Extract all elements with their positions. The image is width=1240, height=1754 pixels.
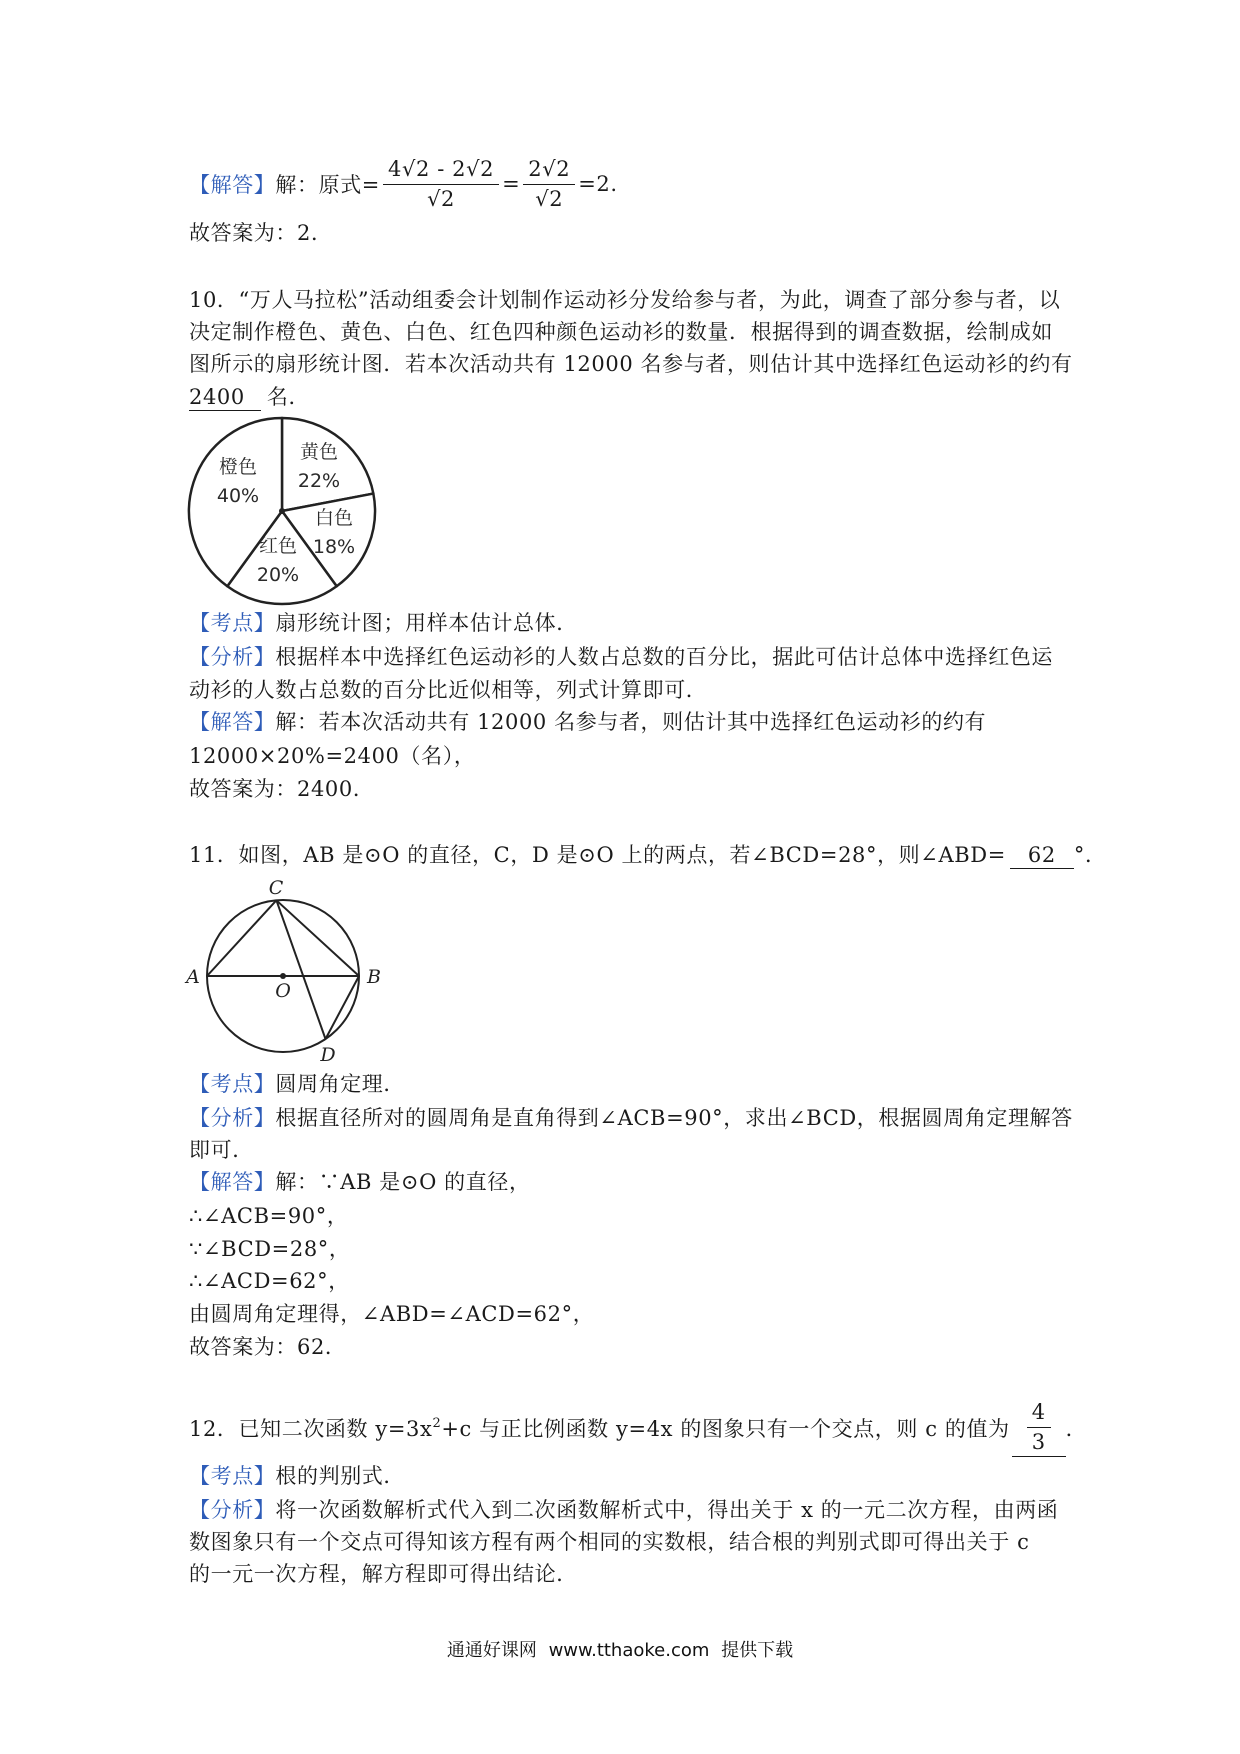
point-label-a: A: [186, 966, 200, 988]
q10-question-line: 决定制作橙色、黄色、白色、红色四种颜色运动衫的数量．根据得到的调查数据，绘制成如: [189, 320, 1053, 344]
fenxi-text: 根据直径所对的圆周角是直角得到∠ACB=90°，求出∠BCD，根据圆周角定理解答: [275, 1106, 1073, 1130]
fenxi-tag: 【分析】: [189, 1498, 276, 1522]
q11-fenxi: [189, 1102, 1073, 1135]
question-text: 11．如图，AB 是⊙O 的直径，C，D 是⊙O 上的两点，若∠BCD=28°，则∠ABD=: [189, 843, 1006, 867]
kaodian-text: 圆周角定理．: [275, 1072, 406, 1096]
q10-kaodian: [189, 607, 578, 640]
center-dot: [280, 973, 286, 979]
fenxi-tag: 【分析】: [189, 645, 276, 669]
jieda-text: 故答案为：62．: [189, 1335, 347, 1359]
kaodian-tag: 【考点】: [189, 1072, 276, 1096]
fenxi-text: 的一元一次方程，解方程即可得出结论．: [189, 1562, 578, 1586]
pie-slice-value: 40%: [216, 485, 260, 507]
q10-fenxi: [189, 641, 1053, 674]
exponent: 2: [432, 1416, 442, 1431]
fraction-numerator: 2√2: [523, 156, 575, 185]
question-part-1: 12．已知二次函数 y=3x: [189, 1417, 433, 1441]
point-label-b: B: [367, 966, 381, 988]
point-label-o: O: [275, 980, 291, 1002]
q12-kaodian: [189, 1460, 405, 1493]
pie-slice-value: 18%: [312, 536, 356, 558]
question-suffix: ．: [1065, 1417, 1088, 1441]
q10-question-line: 图所示的扇形统计图．若本次活动共有 12000 名参与者，则估计其中选择红色运动衫的约有: [189, 352, 1073, 376]
jieda-text: ∵∠BCD=28°，: [189, 1237, 351, 1261]
answer-fraction: [1027, 1399, 1051, 1456]
kaodian-tag: 【考点】: [189, 1464, 276, 1488]
pie-slice-label: 红色: [258, 535, 298, 557]
question-text: [189, 1413, 1010, 1443]
jieda-text: 故答案为：2400．: [189, 777, 375, 801]
fraction-numerator: 4: [1027, 1399, 1051, 1428]
pie-slice-value: 20%: [256, 564, 300, 586]
fenxi-text: 即可．: [189, 1138, 254, 1162]
fraction-denominator: 3: [1031, 1430, 1046, 1454]
fraction-numerator: 4√2 - 2√2: [383, 156, 499, 185]
jieda-text: 12000×20%=2400（名），: [189, 744, 476, 768]
answer-blank: 62: [1010, 842, 1074, 869]
fenxi-text: 动衫的人数占总数的百分比近似相等，列式计算即可．: [189, 678, 708, 702]
answer-tag: 【解答】: [189, 173, 276, 197]
jieda-tag: 【解答】: [189, 710, 276, 734]
equals-sign: =: [502, 172, 521, 196]
jieda-text: ∴∠ACB=90°，: [189, 1204, 349, 1228]
q11-kaodian: [189, 1068, 405, 1101]
q11-jieda: [189, 1166, 531, 1199]
fenxi-tag: 【分析】: [189, 1106, 276, 1130]
q10-question-line: 10．“万人马拉松”活动组委会计划制作运动衫分发给参与者，为此，调查了部分参与者，以: [189, 288, 1061, 312]
kaodian-tag: 【考点】: [189, 611, 276, 635]
jieda-tag: 【解答】: [189, 1170, 276, 1194]
jieda-text: 由圆周角定理得，∠ABD=∠ACD=62°，: [189, 1302, 595, 1326]
circle-figure: [180, 872, 400, 1068]
jieda-text: ∴∠ACD=62°，: [189, 1269, 350, 1293]
fenxi-text: 将一次函数解析式代入到二次函数解析式中，得出关于 x 的一元二次方程，由两函: [275, 1498, 1059, 1522]
fraction-2: [523, 156, 575, 213]
question-suffix: °．: [1073, 843, 1107, 867]
footer-text: 通通好课网 www.tthaoke.com 提供下载: [446, 1640, 794, 1661]
point-label-c: C: [268, 877, 284, 899]
q12-question: [189, 1392, 1087, 1464]
point-label-d: D: [320, 1044, 336, 1066]
q9-answer-row: [189, 146, 618, 222]
fraction-1: [383, 156, 499, 213]
q11-question: [189, 839, 1107, 872]
kaodian-text: 扇形统计图；用样本估计总体．: [275, 611, 578, 635]
answer-suffix: 名．: [266, 385, 311, 409]
pie-slice-value: 22%: [297, 470, 341, 492]
pie-chart: [180, 410, 386, 614]
answer-prefix: 解：原式=: [275, 173, 381, 197]
answer-blank: 2400: [189, 384, 261, 411]
pie-slice-label: 黄色: [299, 441, 339, 463]
q10-jieda: [189, 706, 986, 739]
q12-fenxi: [189, 1494, 1058, 1527]
jieda-text: 解：若本次活动共有 12000 名参与者，则估计其中选择红色运动衫的约有: [275, 710, 987, 734]
segment-cd: [276, 900, 325, 1039]
answer-blank: [1012, 1399, 1066, 1457]
pie-center-dot: [279, 508, 285, 514]
fenxi-text: 数图象只有一个交点可得知该方程有两个相同的实数根，结合根的判别式即可得出关于 c: [189, 1530, 1030, 1554]
fraction-denominator: √2: [427, 186, 456, 211]
q9-conclusion: 故答案为：2．: [189, 221, 333, 245]
segment-bd: [326, 976, 360, 1039]
kaodian-text: 根的判别式．: [275, 1464, 406, 1488]
jieda-text: 解：∵AB 是⊙O 的直径，: [275, 1170, 531, 1194]
pie-slice-label: 橙色: [218, 456, 258, 478]
pie-slice-label: 白色: [314, 507, 354, 529]
fraction-denominator: √2: [535, 186, 564, 211]
fenxi-text: 根据样本中选择红色运动衫的人数占总数的百分比，据此可估计总体中选择红色运: [275, 645, 1054, 669]
question-part-2: +c 与正比例函数 y=4x 的图象只有一个交点，则 c 的值为: [441, 1417, 1010, 1441]
answer-result: =2.: [578, 172, 618, 196]
